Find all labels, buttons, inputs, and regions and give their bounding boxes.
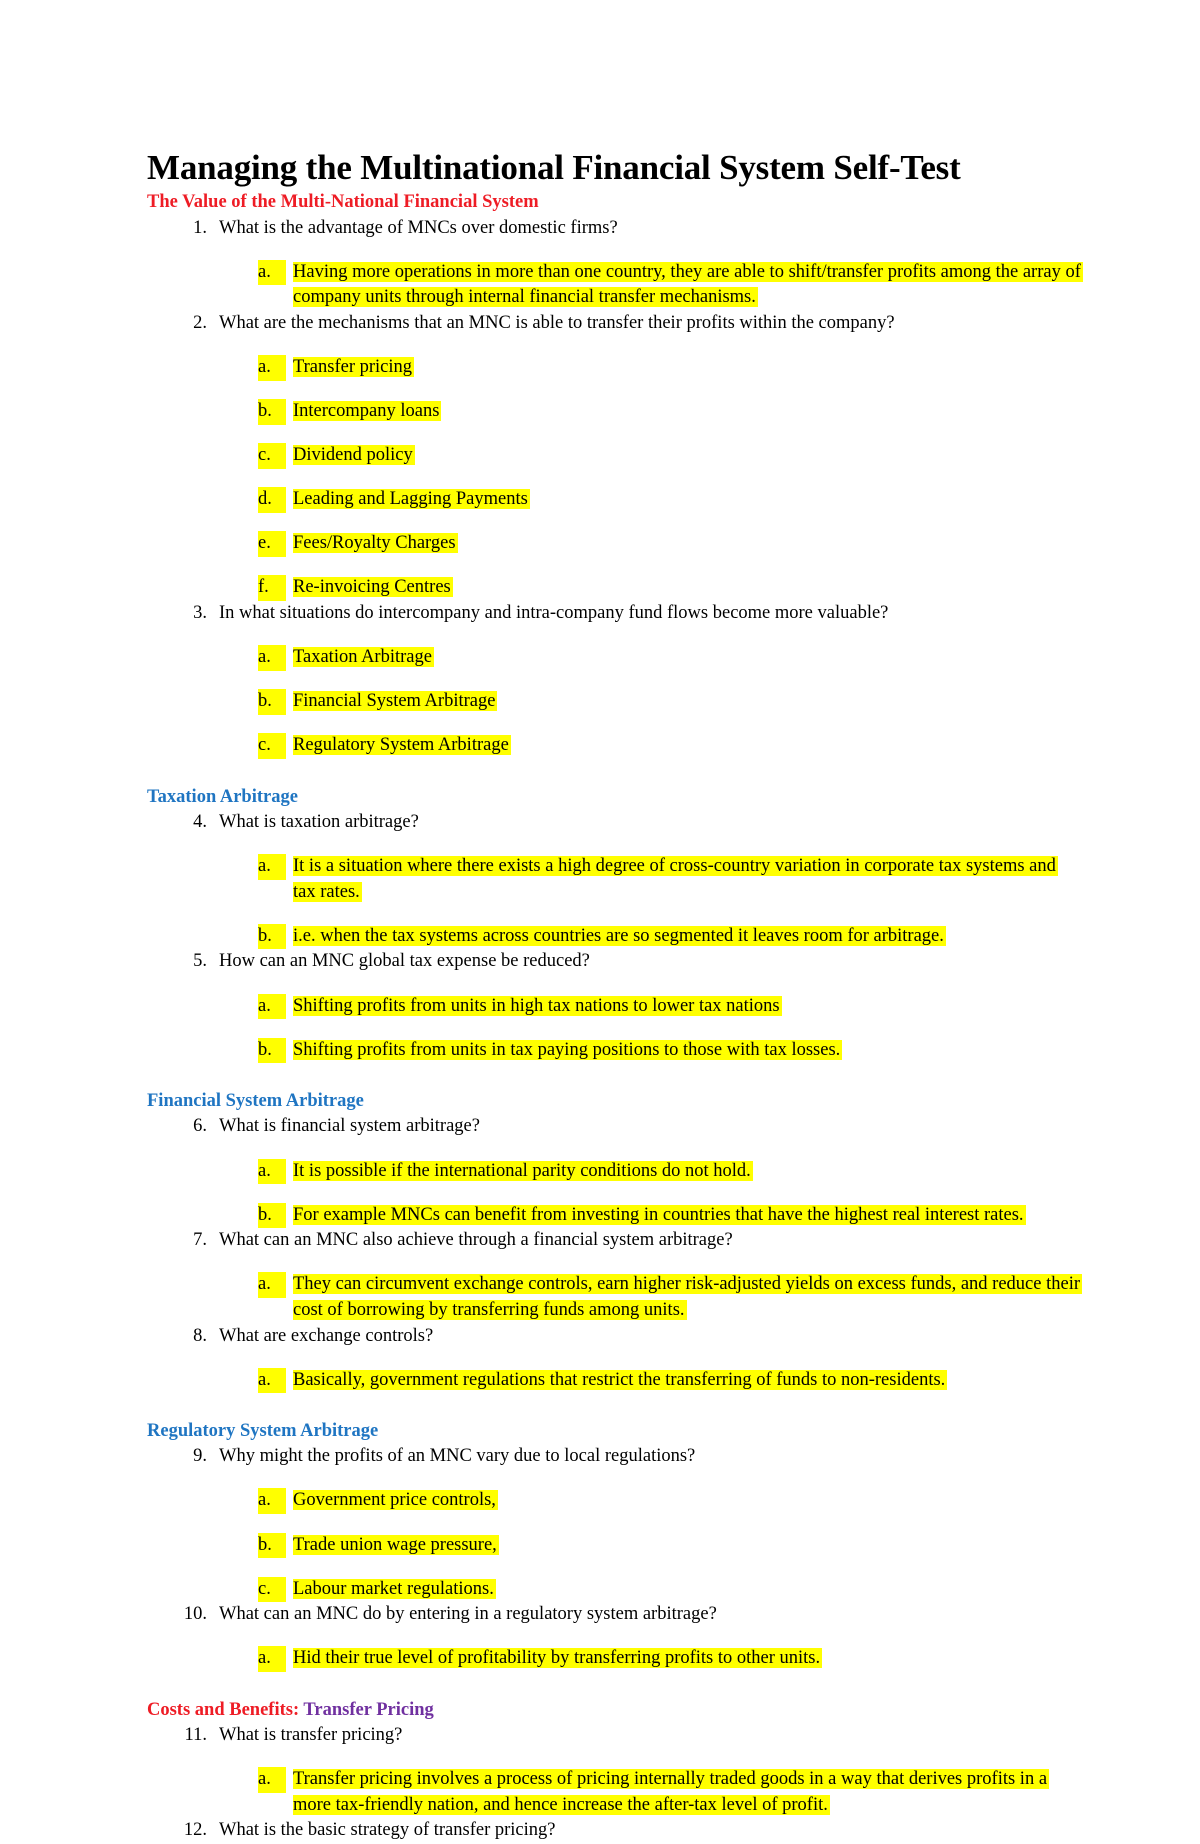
answer-item <box>258 924 1083 950</box>
answer-letter: f. <box>258 575 286 601</box>
answer-letter: a. <box>258 1767 286 1793</box>
section-heading <box>147 1419 1097 1445</box>
answer-letter: b. <box>258 1203 286 1229</box>
question-number: 5. <box>193 951 207 972</box>
document-title: Managing the Multinational Financial System Self-Test <box>147 148 961 187</box>
answer-text: It is possible if the international parity conditions do not hold. <box>293 1160 751 1181</box>
answer-text: Trade union wage pressure, <box>293 1534 497 1555</box>
answer-item <box>258 854 1083 905</box>
answer-item <box>258 1272 1083 1323</box>
answer-item <box>258 1488 1083 1514</box>
answer-item <box>258 355 1083 381</box>
question-item <box>147 601 1097 627</box>
answer-item <box>258 260 1083 311</box>
answer-text: Shifting profits from units in tax paying positions to those with tax losses. <box>293 1039 841 1060</box>
section-spacer <box>147 759 1097 785</box>
question-number: 11. <box>184 1725 207 1746</box>
answer-text: Dividend policy <box>293 445 413 466</box>
section-heading-text: Financial System Arbitrage <box>147 1090 364 1111</box>
question-item <box>147 311 1097 337</box>
question-text: How can an MNC global tax expense be reduced? <box>219 951 590 972</box>
answer-text: Basically, government regulations that restrict the transferring of funds to non-residents. <box>293 1369 946 1390</box>
section-spacer <box>147 1393 1097 1419</box>
answer-text: Transfer pricing <box>293 356 413 377</box>
answer-item <box>258 1203 1083 1229</box>
answer-item <box>258 1368 1083 1394</box>
answer-item <box>258 733 1083 759</box>
section-heading <box>147 1698 1097 1724</box>
question-text: What are the mechanisms that an MNC is able to transfer their profits within the company? <box>219 312 895 333</box>
question-number: 4. <box>193 812 207 833</box>
question-number: 7. <box>193 1230 207 1251</box>
question-text: What is taxation arbitrage? <box>219 812 419 833</box>
answer-text: Labour market regulations. <box>293 1578 494 1599</box>
answer-item <box>258 575 1083 601</box>
answer-letter: b. <box>258 1533 286 1559</box>
answer-letter: a. <box>258 1159 286 1185</box>
section-spacer <box>147 1672 1097 1698</box>
question-text: What is transfer pricing? <box>219 1725 403 1746</box>
section-heading-text: Regulatory System Arbitrage <box>147 1420 379 1441</box>
answer-letter: a. <box>258 1368 286 1394</box>
question-text: What are exchange controls? <box>219 1325 434 1346</box>
section-heading-text: Costs and Benefits: <box>147 1699 300 1720</box>
answer-item <box>258 1577 1083 1603</box>
answer-item <box>258 994 1083 1020</box>
answer-item <box>258 443 1083 469</box>
question-text: In what situations do intercompany and intra-company fund flows become more valuable? <box>219 603 889 624</box>
answer-item <box>258 1646 1083 1672</box>
question-number: 1. <box>193 217 207 238</box>
answer-letter: a. <box>258 260 286 286</box>
answer-item <box>258 645 1083 671</box>
answer-text: Hid their true level of profitability by transferring profits to other units. <box>293 1648 821 1669</box>
answer-letter: b. <box>258 924 286 950</box>
question-item <box>147 1324 1097 1350</box>
section-heading <box>147 1089 1097 1115</box>
answer-letter: a. <box>258 994 286 1020</box>
answer-letter: a. <box>258 1646 286 1672</box>
answer-text: Shifting profits from units in high tax nations to lower tax nations <box>293 995 780 1016</box>
answer-item <box>258 487 1083 513</box>
answer-text: They can circumvent exchange controls, earn higher risk-adjusted yields on excess funds, and reduce their cost of borrowing by transferring funds among units. <box>293 1274 1080 1320</box>
question-number: 10. <box>183 1604 207 1625</box>
section-heading-text: The Value of the Multi-National Financial System <box>147 192 539 212</box>
answer-letter: c. <box>258 1577 286 1603</box>
answer-text: i.e. when the tax systems across countries are so segmented it leaves room for arbitrage. <box>293 925 944 946</box>
section-heading <box>147 190 1097 216</box>
answer-text: Government price controls, <box>293 1490 496 1511</box>
answer-text: Intercompany loans <box>293 401 440 422</box>
section-heading-suffix: Transfer Pricing <box>303 1699 434 1720</box>
question-text: What can an MNC also achieve through a financial system arbitrage? <box>219 1230 733 1251</box>
question-item <box>147 1602 1097 1628</box>
question-text: What can an MNC do by entering in a regulatory system arbitrage? <box>219 1604 717 1625</box>
answer-letter: a. <box>258 645 286 671</box>
answer-item <box>258 689 1083 715</box>
question-item <box>147 1444 1097 1470</box>
question-item <box>147 1114 1097 1140</box>
answer-text: Leading and Lagging Payments <box>293 489 528 510</box>
question-item <box>147 1818 1097 1844</box>
answer-text: Regulatory System Arbitrage <box>293 735 509 756</box>
question-item <box>147 949 1097 975</box>
answer-text: Having more operations in more than one country, they are able to shift/transfer profits among the array of company units through internal financial transfer mechanisms. <box>293 261 1081 308</box>
answer-item <box>258 531 1083 557</box>
document-body <box>147 146 1097 1844</box>
answer-letter: d. <box>258 487 286 513</box>
question-number: 3. <box>193 603 207 624</box>
question-text: What is the basic strategy of transfer pricing? <box>219 1820 556 1841</box>
question-item <box>147 1228 1097 1254</box>
answer-letter: c. <box>258 443 286 469</box>
answer-text: Financial System Arbitrage <box>293 691 496 712</box>
answer-text: Re-invoicing Centres <box>293 577 451 598</box>
answer-text: For example MNCs can benefit from investing in countries that have the highest real interest rates. <box>293 1204 1024 1225</box>
question-text: What is financial system arbitrage? <box>219 1116 480 1137</box>
answer-letter: b. <box>258 399 286 425</box>
answer-item <box>258 1767 1083 1818</box>
answer-text: Transfer pricing involves a process of pricing internally traded goods in a way that derives profits in a more tax-friendly nation, and hence increase the after-tax level of profit. <box>293 1769 1048 1815</box>
question-number: 12. <box>183 1820 207 1841</box>
question-number: 6. <box>193 1116 207 1137</box>
answer-item <box>258 399 1083 425</box>
answer-item <box>258 1533 1083 1559</box>
answer-letter: e. <box>258 531 286 557</box>
answer-letter: c. <box>258 733 286 759</box>
question-text: What is the advantage of MNCs over domestic firms? <box>219 217 618 238</box>
answer-letter: b. <box>258 689 286 715</box>
section-heading <box>147 785 1097 811</box>
question-text: Why might the profits of an MNC vary due to local regulations? <box>219 1446 696 1467</box>
section-spacer <box>147 1063 1097 1089</box>
question-item <box>147 810 1097 836</box>
answer-letter: a. <box>258 854 286 880</box>
answer-item <box>258 1038 1083 1064</box>
answer-letter: a. <box>258 1272 286 1298</box>
answer-item <box>258 1159 1083 1185</box>
answer-letter: a. <box>258 1488 286 1514</box>
question-item <box>147 1723 1097 1749</box>
question-number: 2. <box>193 312 207 333</box>
answer-text: Fees/Royalty Charges <box>293 533 456 554</box>
section-heading-text: Taxation Arbitrage <box>147 786 298 807</box>
answer-text: It is a situation where there exists a high degree of cross-country variation in corporate tax systems and tax rates. <box>293 856 1056 902</box>
question-number: 8. <box>193 1325 207 1346</box>
question-number: 9. <box>193 1446 207 1467</box>
answer-letter: a. <box>258 355 286 381</box>
answer-letter: b. <box>258 1038 286 1064</box>
answer-text: Taxation Arbitrage <box>293 647 432 668</box>
question-item <box>147 216 1097 242</box>
